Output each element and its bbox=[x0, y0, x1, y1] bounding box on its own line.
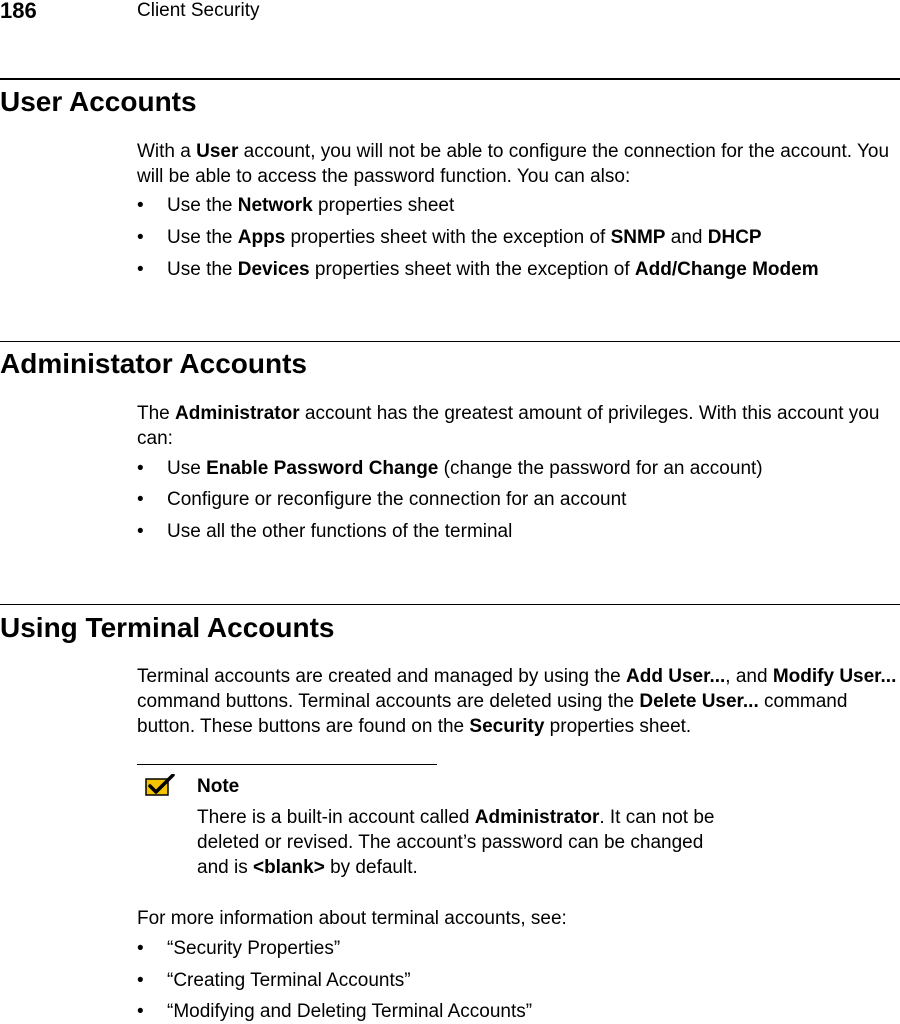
section-divider bbox=[0, 604, 900, 605]
list-item: • Use all the other functions of the terminal bbox=[137, 521, 513, 542]
section-divider bbox=[0, 78, 900, 80]
checkmark-icon bbox=[145, 774, 175, 796]
list-item: • Use Enable Password Change (change the password for an account) bbox=[137, 458, 763, 479]
user-accounts-intro: With a User account, you will not be able to configure the connection for the account. You will be able to access the password function. You can also: bbox=[137, 141, 890, 187]
note-label: Note bbox=[197, 776, 240, 797]
terminal-accounts-intro: Terminal accounts are created and managed by using the Add User..., and Modify User... command buttons. Terminal accounts are deleted using the Delete User... command button. These buttons are found on the Security properties sheet. bbox=[137, 666, 897, 737]
section-divider bbox=[0, 341, 900, 342]
list-item-link: • “Creating Terminal Accounts” bbox=[137, 970, 411, 991]
page-number: 186 bbox=[0, 0, 37, 23]
note-divider bbox=[137, 764, 437, 765]
list-item: • Use the Apps properties sheet with the exception of SNMP and DHCP bbox=[137, 227, 762, 248]
more-info-text: For more information about terminal accounts, see: bbox=[137, 908, 567, 929]
note-text: There is a built-in account called Administrator. It can not be deleted or revised. The account’s password can be changed and is <blank> by default. bbox=[197, 807, 715, 878]
list-item: • Configure or reconfigure the connection for an account bbox=[137, 489, 627, 510]
section-title-user-accounts: User Accounts bbox=[0, 86, 197, 117]
administrator-accounts-intro: The Administrator account has the greatest amount of privileges. With this account you can: bbox=[137, 403, 880, 449]
list-item-link: • “Security Properties” bbox=[137, 938, 341, 959]
section-title-administrator-accounts: Administator Accounts bbox=[0, 348, 307, 379]
list-item: • Use the Network properties sheet bbox=[137, 195, 455, 216]
list-item: • Use the Devices properties sheet with the exception of Add/Change Modem bbox=[137, 259, 819, 280]
running-title: Client Security bbox=[137, 0, 260, 21]
list-item-link: • “Modifying and Deleting Terminal Accounts” bbox=[137, 1001, 533, 1022]
section-title-using-terminal-accounts: Using Terminal Accounts bbox=[0, 612, 335, 643]
